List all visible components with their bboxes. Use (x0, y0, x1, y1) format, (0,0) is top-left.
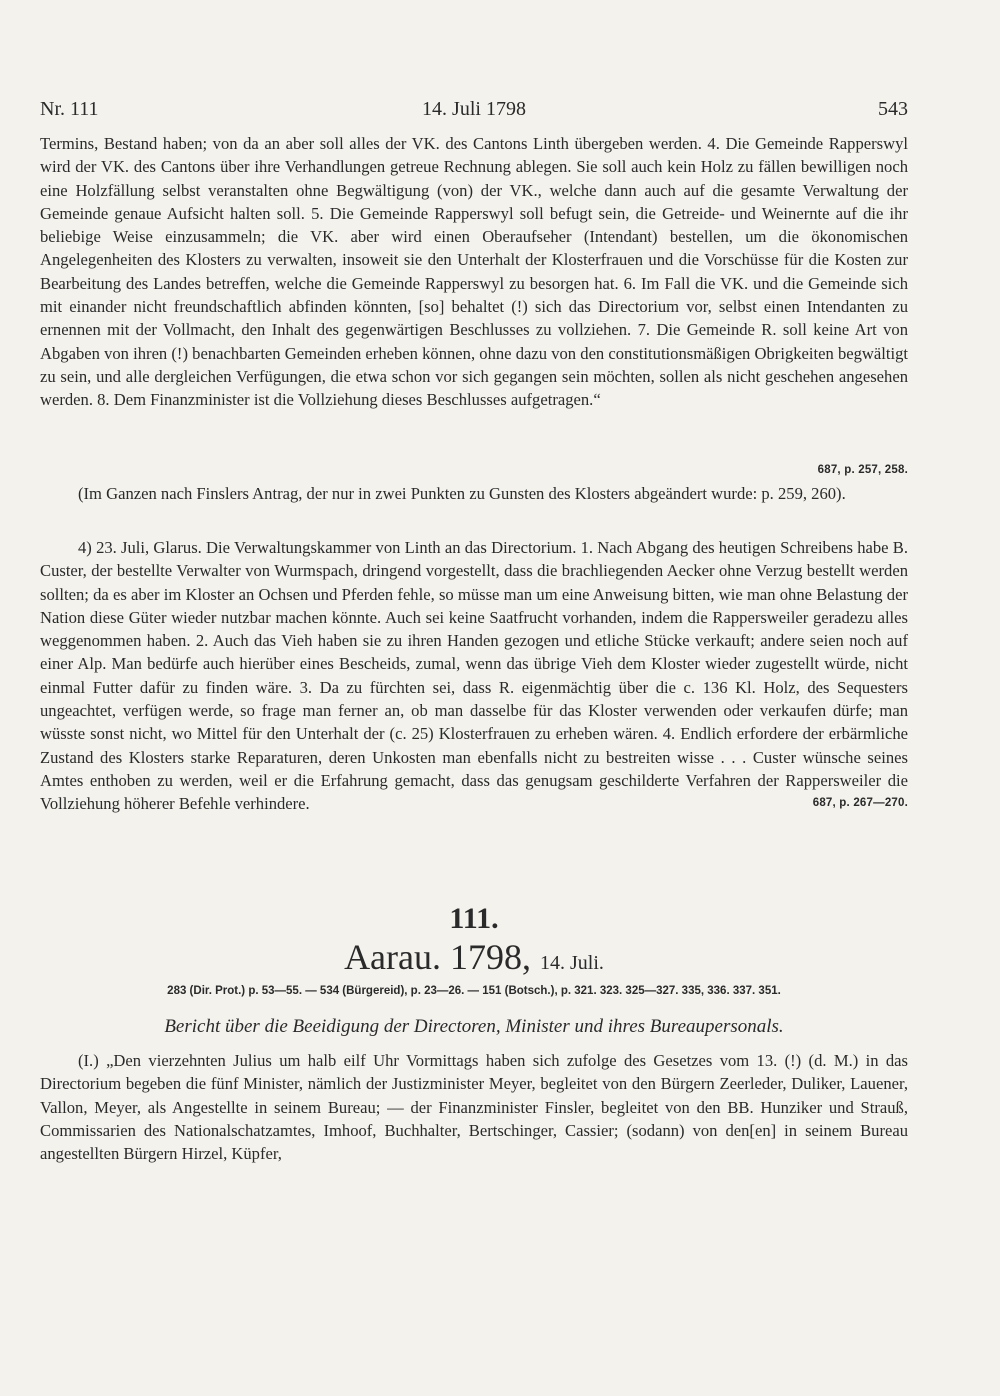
paragraph-text: (Im Ganzen nach Finslers Antrag, der nur in zwei Punkten zu Gunsten des Klosters abgeändert wurde: p. 259, 260). (78, 484, 846, 503)
section-year: 1798, (450, 937, 532, 977)
source-reference: 687, p. 257, 258. (817, 464, 908, 476)
section-references: 283 (Dir. Prot.) p. 53—55. — 534 (Bürgereid), p. 23—26. — 151 (Botsch.), p. 321. 323. 325—327. 335, 336. 337. 351. (167, 985, 781, 997)
section-number: 111. (449, 902, 499, 935)
header-date: 14. Juli 1798 (422, 98, 526, 120)
paragraph-text: (I.) „Den vierzehnten Julius um halb eilf Uhr Vormittags haben sich zufolge des Gesetzes vom 13. (!) (d. M.) in das Directorium begeben die fünf Minister, nämlich der Justizminister Meyer, begleitet von den Bürgern Zeerleder, Duliker, Lauener, Vallon, Meyer, als Angestellte in seinem Bureau; — der Finanzminister Finsler, begleitet von den BB. Hunziker und Strauß, Commissarien des Nationalschatzamtes, Imhoof, Buchhalter, Bertschinger, Cassier; (sodann) von den[en] in seinem Bureau angestellten Bürgern Hirzel, Küpfer, (40, 1051, 908, 1164)
paragraph-report (40, 1049, 908, 1165)
section-subtitle: Bericht über die Beeidigung der Directoren, Minister und ihres Bureaupersonals. (164, 1016, 784, 1037)
section-place: Aarau. (344, 937, 442, 977)
document-page (40, 0, 908, 1396)
page-number: 543 (878, 98, 908, 120)
page-header (40, 98, 908, 122)
section-date: 14. Juli. (540, 952, 604, 974)
paragraph-text: Termins, Bestand haben; von da an aber soll alles der VK. des Cantons Linth übergeben werden. 4. Die Gemeinde Rapperswyl wird der VK. des Cantons über ihre Verhandlungen getreue Rechnung ablegen. Sie soll auch kein Holz zu fällen bewilligen noch eine Holzfällung selbst veranstalten ohne Begwältigung (von) der VK., welche dann auch auf die gesamte Verwaltung der Gemeinde genaue Aufsicht halten soll. 5. Die Gemeinde Rapperswyl soll befugt sein, die Getreide- und Weinernte auf die ihr beliebige Weise einzusammeln; die VK. aber wird einen Oberaufseher (Intendant) bestellen, um die ökonomischen Angelegenheiten des Klosters zu verwalten, insoweit sie den Unterhalt der Klosterfrauen und die Vorschüsse für die Kosten zur Bearbeitung des Landes betreffen, welche die Gemeinde Rapperswyl zu besorgen hat. 6. Im Fall die VK. und die Gemeinde sich mit einander nicht freundschaftlich abfinden könnten, [so] behaltet (!) sich das Directorium vor, selbst einen Intendanten zu ernennen mit der Vollmacht, den Inhalt des gegenwärtigen Beschlusses zu vollziehen. 7. Die Gemeinde R. soll keine Art von Abgaben von ihren (!) benachbarten Gemeinden erheben können, ohne dazu von den constitutionsmäßigen Obrigkeiten begwältigt zu sein, und alle dergleichen Verfügungen, die etwa schon vor sich gegangen sein möchten, sollen als nicht geschehen angesehen werden. 8. Dem Finanzminister ist die Vollziehung dieses Beschlusses aufgetragen.“ (40, 134, 908, 410)
paragraph-body: 4) 23. Juli, Glarus. Die Verwaltungskammer von Linth an das Directorium. 1. Nach Abgang des heutigen Schreibens habe B. Custer, der bestellte Verwalter von Wurmspach, dringend vorgestellt, dass die brachliegenden Aecker ohne Verzug bestellt werden sollten; da es aber im Kloster an Ochsen und Pferden fehle, so müsse man um eine Anweisung bitten, wie man ohne Belastung der Nation diese Güter wieder nutzbar machen könnte. Auch sei keine Saatfrucht vorhanden, indem die Rappersweiler geradezu alles weggenommen haben. 2. Auch das Vieh haben sie zu ihren Handen gezogen und etliche Stücke verkauft; andere seien noch auf einer Alp. Man bedürfe auch hierüber eines Bescheids, zumal, wenn das übrige Vieh dem Kloster wieder zugestellt würde, nicht einmal Futter dafür zu finden wäre. 3. Da zu fürchten sei, dass R. eigenmächtig über die c. 136 Kl. Holz, des Sequesters ungeachtet, verfügen werde, so frage man ferner an, ob man dasselbe für das Kloster verwenden oder verkaufen dürfe; man wüsste sonst nicht, wo Mittel für den Unterhalt der (c. 25) Klosterfrauen zu erheben wären. 4. Endlich erfordere der erbärmliche Zustand des Klosters starke Reparaturen, deren Unkosten man ebenfalls nicht zu bestreiten wisse . . . Custer wünsche seines Amtes enthoben zu werden, weil er die Erfahrung gemacht, dass das genugsam geschilderte Verfahren der Rappersweiler die Vollziehung höherer Befehle verhindere. (40, 538, 908, 814)
paragraph-continued (40, 132, 908, 412)
document-number: Nr. 111 (40, 98, 99, 120)
paragraph-item-4 (40, 536, 908, 816)
section-heading (40, 936, 908, 978)
source-reference: 687, p. 267—270. (812, 797, 908, 810)
paragraph-note (40, 482, 908, 505)
paragraph-text (40, 536, 908, 816)
